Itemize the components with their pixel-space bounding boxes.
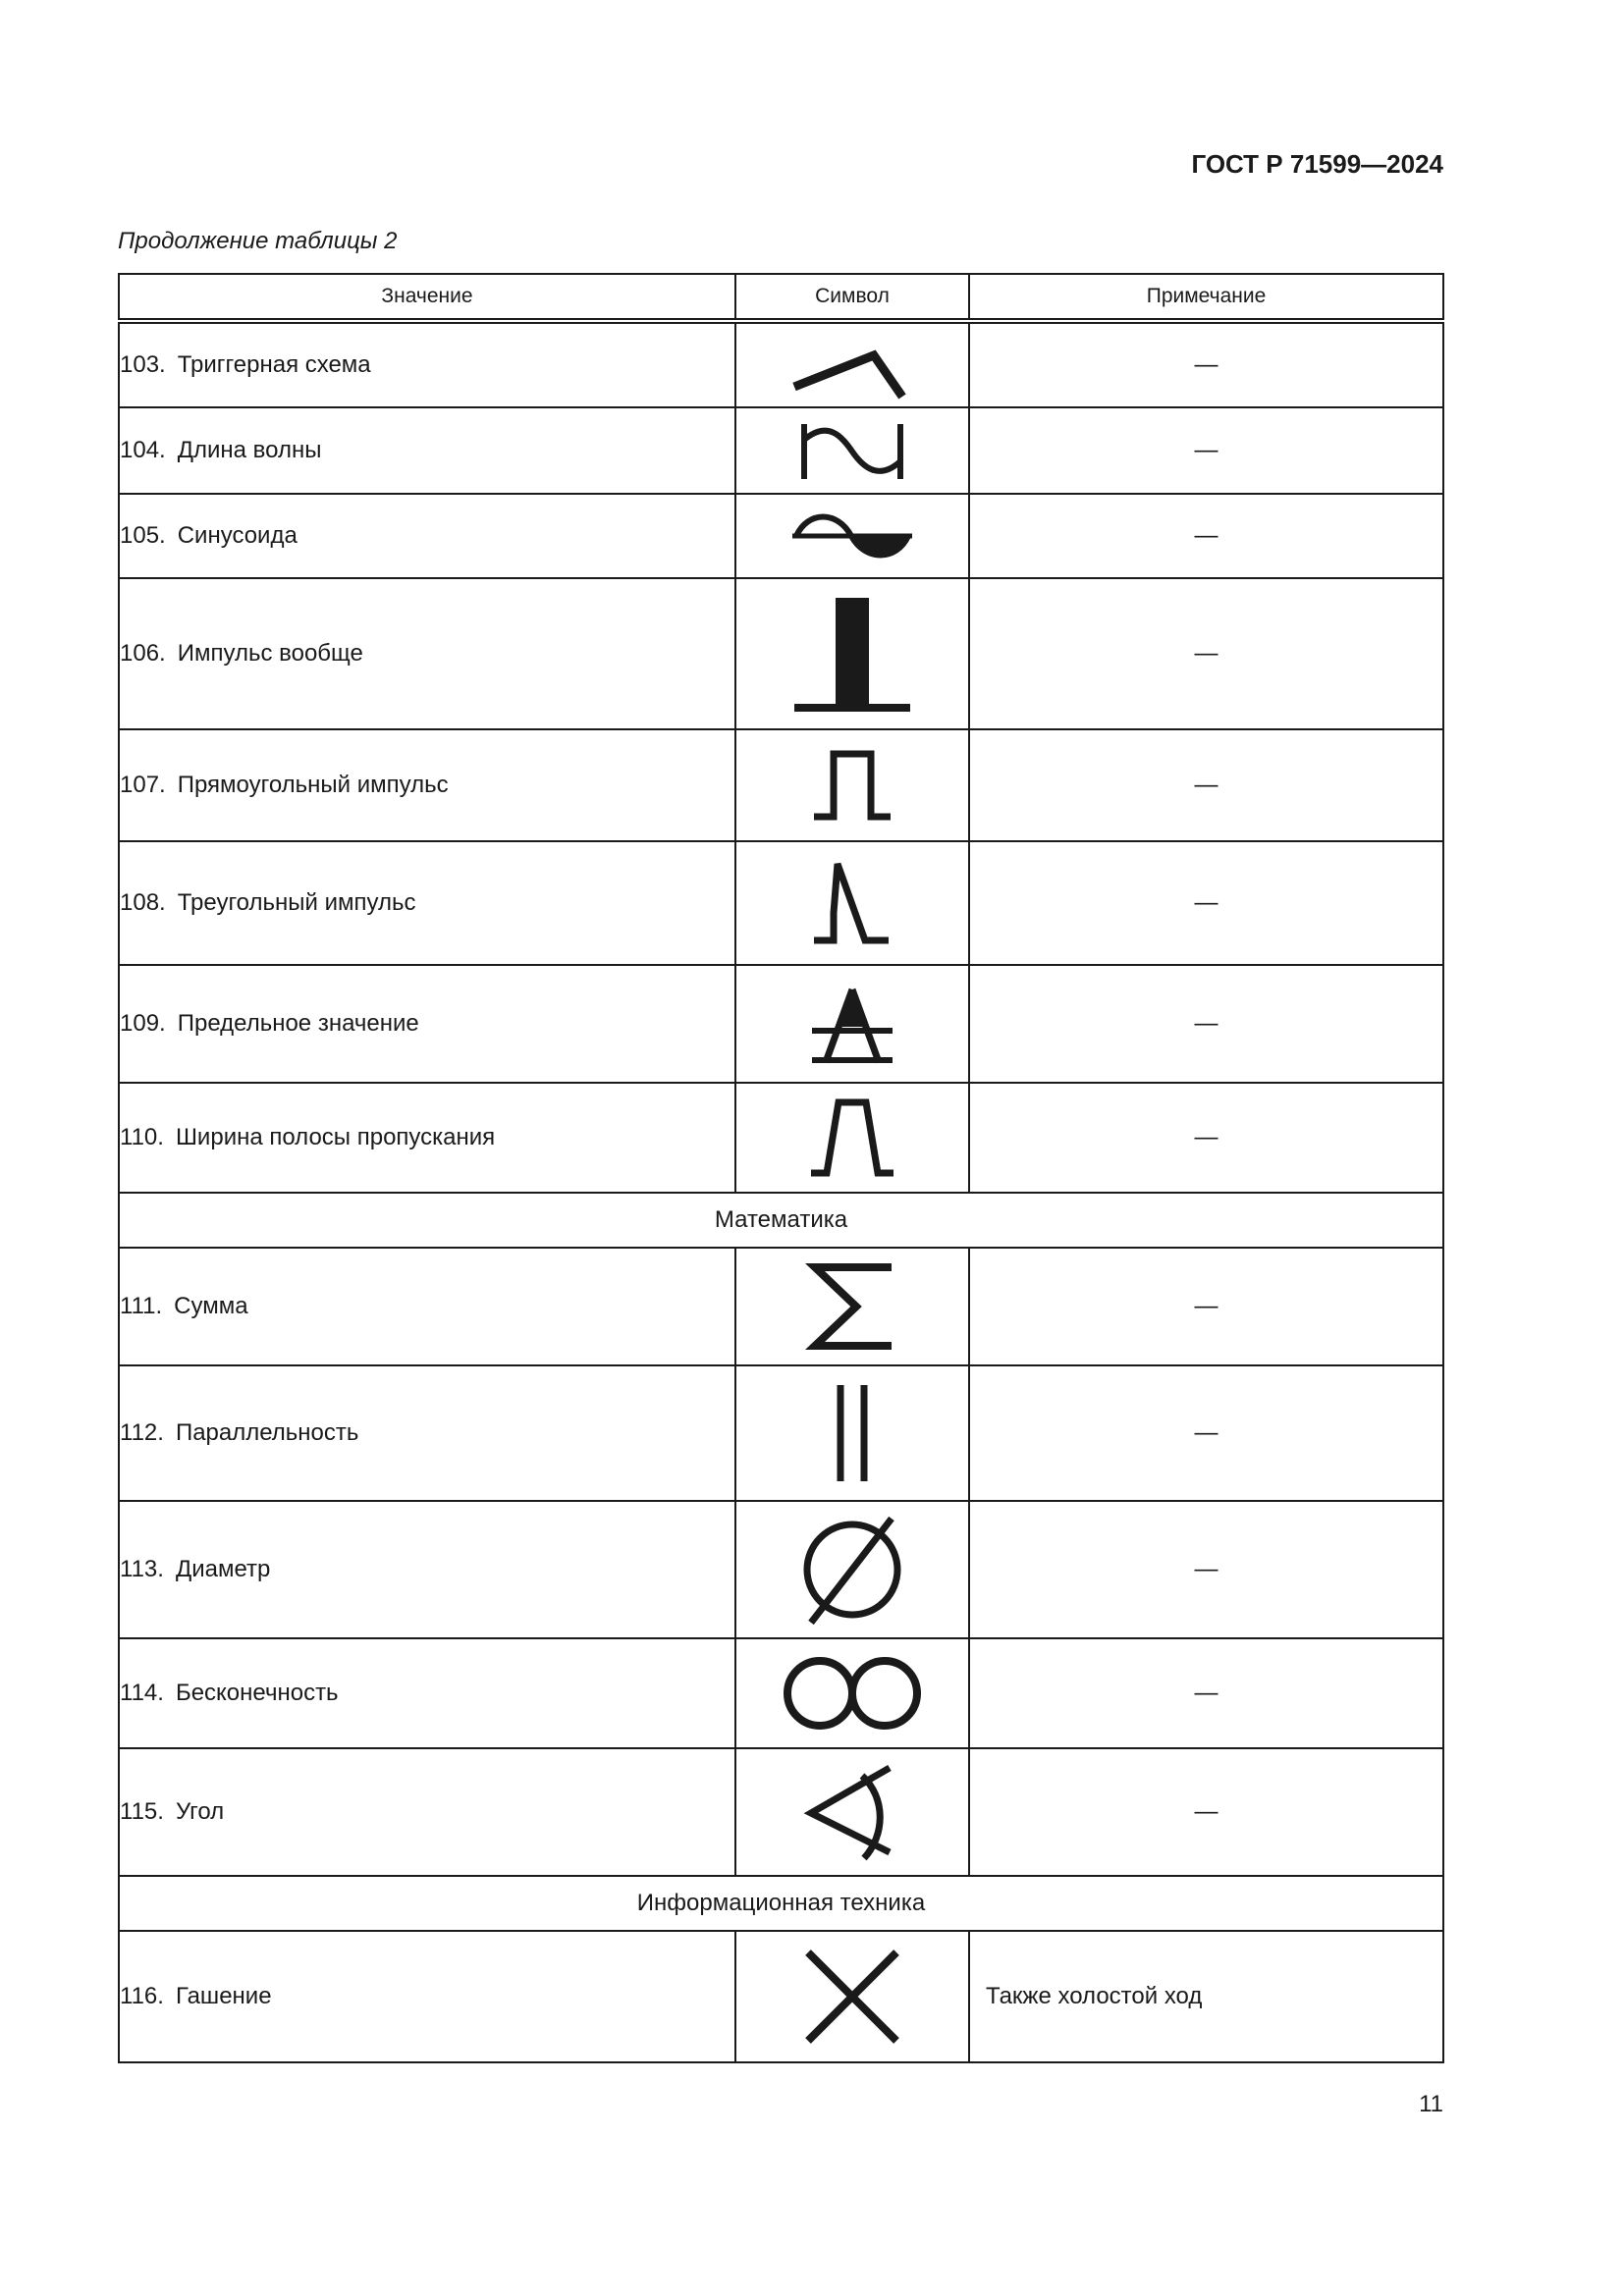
note-cell: — xyxy=(969,578,1443,729)
row-number: 111. xyxy=(120,1293,163,1319)
table-row xyxy=(119,841,1443,965)
row-number: 115. xyxy=(120,1798,164,1825)
symbol-cell xyxy=(735,1501,969,1638)
symbol-cell xyxy=(735,1248,969,1365)
row-name: Синусоида xyxy=(177,522,298,549)
note-cell: — xyxy=(969,1083,1443,1193)
row-name: Прямоугольный импульс xyxy=(177,772,449,798)
row-name: Треугольный импульс xyxy=(177,889,416,916)
column-header-symbol: Символ xyxy=(735,274,969,321)
table-row xyxy=(119,729,1443,841)
note-cell: — xyxy=(969,841,1443,965)
parallel-symbol xyxy=(823,1379,882,1487)
section-row xyxy=(119,1876,1443,1931)
bandwidth-symbol xyxy=(805,1095,899,1181)
row-number: 107. xyxy=(120,772,166,798)
table-row xyxy=(119,1501,1443,1638)
row-name: Сумма xyxy=(174,1293,248,1319)
row-meaning xyxy=(119,407,735,494)
blanking-symbol xyxy=(798,1943,906,2051)
row-number: 116. xyxy=(120,1983,164,2009)
limit-value-symbol xyxy=(808,980,896,1068)
column-header-note: Примечание xyxy=(969,274,1443,321)
row-meaning xyxy=(119,841,735,965)
row-meaning xyxy=(119,729,735,841)
row-meaning xyxy=(119,1083,735,1193)
symbols-table xyxy=(118,273,1444,2063)
rectangular-pulse-symbol xyxy=(808,746,896,825)
row-meaning xyxy=(119,965,735,1083)
symbol-cell xyxy=(735,965,969,1083)
row-number: 113. xyxy=(120,1556,164,1582)
table-row xyxy=(119,1638,1443,1748)
row-name: Длина волны xyxy=(177,437,322,463)
note-cell: — xyxy=(969,1501,1443,1638)
table-row xyxy=(119,1083,1443,1193)
row-name: Диаметр xyxy=(175,1556,271,1582)
row-name: Параллельность xyxy=(175,1419,359,1446)
symbol-cell xyxy=(735,1748,969,1876)
note-cell: Также холостой ход xyxy=(969,1931,1443,2062)
symbol-cell xyxy=(735,841,969,965)
row-name: Импульс вообще xyxy=(177,640,363,667)
symbol-cell xyxy=(735,494,969,578)
row-name: Триггерная схема xyxy=(177,351,371,378)
table-row xyxy=(119,1365,1443,1501)
symbol-cell xyxy=(735,1365,969,1501)
table-row xyxy=(119,1931,1443,2062)
row-number: 110. xyxy=(120,1124,164,1150)
note-cell: — xyxy=(969,729,1443,841)
row-name: Предельное значение xyxy=(177,1010,419,1037)
diameter-symbol xyxy=(793,1511,911,1629)
table-row xyxy=(119,965,1443,1083)
row-name: Ширина полосы пропускания xyxy=(175,1124,496,1150)
table-row xyxy=(119,494,1443,578)
row-number: 104. xyxy=(120,437,166,463)
table-caption: Продолжение таблицы 2 xyxy=(118,228,398,254)
note-cell: — xyxy=(969,321,1443,407)
symbol-cell xyxy=(735,1083,969,1193)
column-header-meaning: Значение xyxy=(119,274,735,321)
angle-symbol xyxy=(803,1758,901,1866)
row-meaning xyxy=(119,1931,735,2062)
row-meaning xyxy=(119,1748,735,1876)
row-number: 105. xyxy=(120,522,166,549)
sum-symbol xyxy=(805,1259,899,1354)
row-meaning xyxy=(119,321,735,407)
section-row xyxy=(119,1193,1443,1248)
row-number: 106. xyxy=(120,640,166,667)
wavelength-symbol xyxy=(798,416,906,485)
row-meaning xyxy=(119,1248,735,1365)
note-cell: — xyxy=(969,1638,1443,1748)
row-number: 108. xyxy=(120,889,166,916)
symbol-cell xyxy=(735,729,969,841)
row-meaning xyxy=(119,1638,735,1748)
document-id: ГОСТ Р 71599—2024 xyxy=(1191,149,1443,179)
row-number: 114. xyxy=(120,1680,164,1706)
row-number: 109. xyxy=(120,1010,166,1037)
row-name: Угол xyxy=(175,1798,225,1825)
section-title-it: Информационная техника xyxy=(119,1876,1443,1931)
note-cell: — xyxy=(969,1365,1443,1501)
row-meaning xyxy=(119,1365,735,1501)
row-number: 103. xyxy=(120,351,166,378)
row-meaning xyxy=(119,578,735,729)
note-cell: — xyxy=(969,407,1443,494)
section-title-math: Математика xyxy=(119,1193,1443,1248)
triangular-pulse-symbol xyxy=(808,856,896,950)
symbol-cell xyxy=(735,1638,969,1748)
table-header-row xyxy=(119,274,1443,321)
table-row xyxy=(119,321,1443,407)
symbol-cell xyxy=(735,321,969,407)
page-number: 11 xyxy=(1419,2091,1443,2117)
symbol-cell xyxy=(735,578,969,729)
table-row xyxy=(119,1748,1443,1876)
infinity-symbol xyxy=(779,1649,926,1737)
note-cell: — xyxy=(969,494,1443,578)
row-name: Бесконечность xyxy=(175,1680,339,1706)
note-cell: — xyxy=(969,1748,1443,1876)
table-row xyxy=(119,578,1443,729)
symbol-cell xyxy=(735,407,969,494)
row-meaning xyxy=(119,494,735,578)
note-cell: — xyxy=(969,965,1443,1083)
pulse-general-symbol xyxy=(788,590,916,718)
symbol-cell xyxy=(735,1931,969,2062)
row-meaning xyxy=(119,1501,735,1638)
trigger-circuit-symbol xyxy=(788,331,916,400)
row-name: Гашение xyxy=(175,1983,272,2009)
table-row xyxy=(119,1248,1443,1365)
sinusoid-symbol xyxy=(788,505,916,567)
row-number: 112. xyxy=(120,1419,164,1446)
table-row xyxy=(119,407,1443,494)
note-cell: — xyxy=(969,1248,1443,1365)
